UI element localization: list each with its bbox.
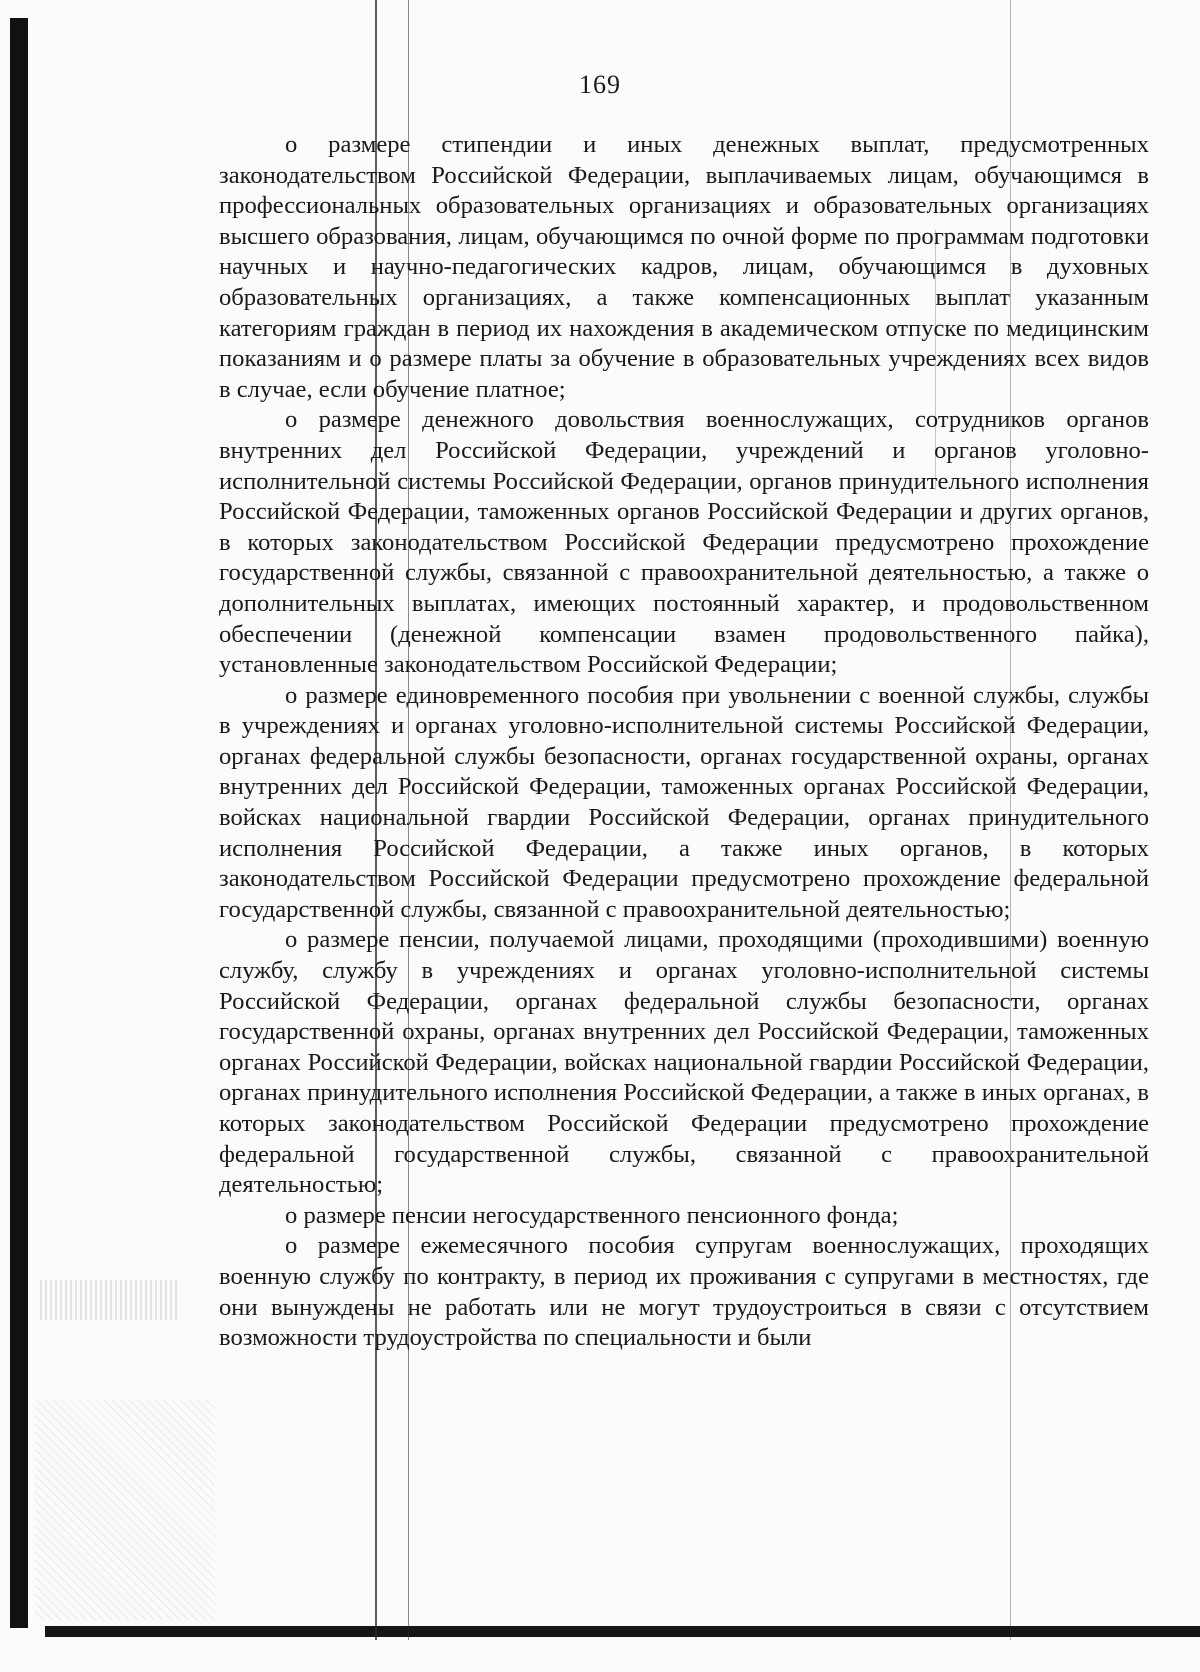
paragraph: о размере стипендии и иных денежных выплат, предусмотренных законодательством Российской Федерации, выплачиваемых лицам, обучающимся в профессиональных образовательных организациях и образовательных организациях высшего образования, лицам, обучающимся по очной форме по программам подготовки научных и научно-педагогических кадров, лицам, обучающимся в духовных образовательных организациях, а также компенсационных выплат указанным категориям граждан в период их нахождения в академическом отпуске по медицинским показаниям и о размере платы за обучение в образовательных учреждениях всех видов в случае, если обучение платное; [219,131,1149,403]
paragraph: о размере пенсии, получаемой лицами, проходящими (проходившими) военную службу, службу в учреждениях и органах уголовно-исполнительной системы Российской Федерации, органах федеральной службы безопасности, органах государственной охраны, органах внутренних дел Российской Федерации, таможенных органах Российской Федерации, войсках национальной гвардии Российской Федерации, органах принудительного исполнения Российской Федерации, а также в иных органах, в которых законодательством Российской Федерации предусмотрено прохождение федеральной государственной службы, связанной с правоохранительной деятельностью; [219,926,1149,1199]
paragraph: о размере ежемесячного пособия супругам военнослужащих, проходящих военную службу по контракту, в период их проживания с супругами в местностях, где они вынуждены не работать или не могут трудоустроиться в связи с отсутствием возможности трудоустройства по специальности и были [219,1232,1149,1352]
scan-edge-bottom [45,1626,1200,1637]
paragraph: о размере единовременного пособия при увольнении с военной службы, службы в учреждениях и органах уголовно-исполнительной системы Российской Федерации, органах федеральной службы безопасности, органах государственной охраны, органах внутренних дел Российской Федерации, таможенных органах Российской Федерации, войсках национальной гвардии Российской Федерации, органах принудительного исполнения Российской Федерации, а также иных органов, в которых законодательством Российской Федерации предусмотрено прохождение федеральной государственной службы, связанной с правоохранительной деятельностью; [219,681,1149,923]
paragraph: о размере пенсии негосударственного пенсионного фонда; [285,1201,899,1229]
page-number: 169 [579,70,621,99]
scan-edge-left [10,18,28,1628]
scan-noise [40,1280,180,1320]
paragraph: о размере денежного довольствия военнослужащих, сотрудников органов внутренних дел Российской Федерации, учреждений и органов уголовно-исполнительной системы Российской Федерации, органов принудительного исполнения Российской Федерации, таможенных органов Российской Федерации и других органов, в которых законодательством Российской Федерации предусмотрено прохождение государственной службы, связанной с правоохранительной деятельностью, а также о дополнительных выплатах, имеющих постоянный характер, и продовольственном обеспечении (денежной компенсации взамен продовольственного пайка), установленные законодательством Российской Федерации; [219,406,1149,679]
scan-noise [35,1400,215,1620]
document-body [219,130,1149,1354]
